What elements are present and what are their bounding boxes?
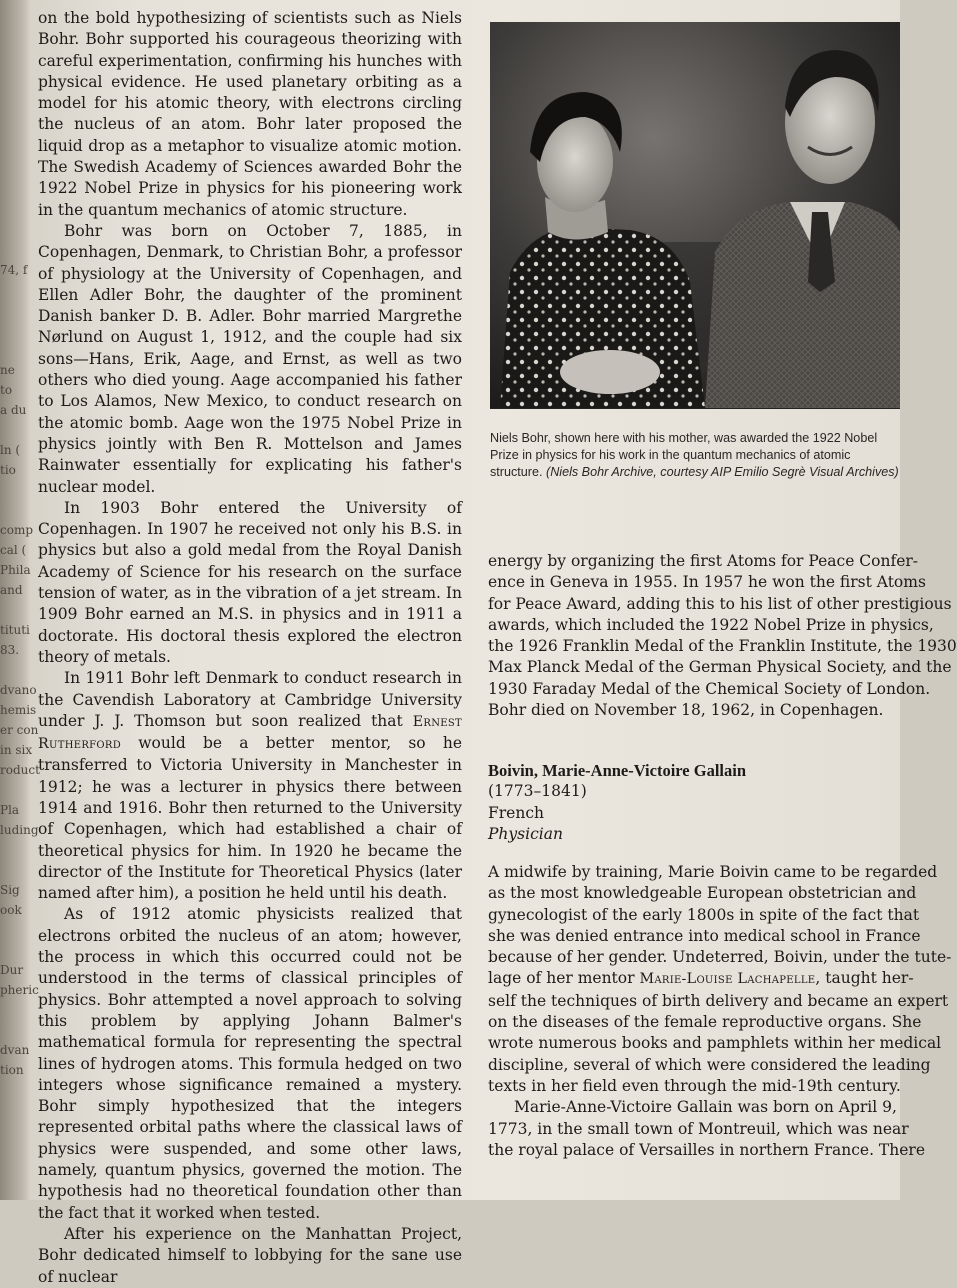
- entry-body-text: [488, 862, 952, 1161]
- text-line: on the diseases of the female reproductive organs. She: [488, 1013, 922, 1032]
- text-line: self the techniques of birth delivery and became an expert: [488, 991, 949, 1010]
- entry-role: Physician: [488, 824, 563, 843]
- bohr-photograph: [490, 22, 900, 409]
- text-line: Marie-Anne-Victoire Gallain was born on April 9,: [514, 1098, 897, 1117]
- photo-illustration: [490, 22, 900, 408]
- caption-credit: (Niels Bohr Archive, courtesy AIP Emilio Segrè Visual Archives): [546, 465, 899, 479]
- gutter-fragment: [0, 940, 30, 960]
- text-line: wrote numerous books and pamphlets within her medical: [488, 1034, 942, 1053]
- career-text-before: In 1911 Bohr left Denmark to conduct research in the Cavendish Laboratory at Cambridge University under J. J. Thomson but soon realized that: [38, 669, 462, 730]
- gutter-fragment: luding: [0, 823, 39, 837]
- gutter-fragment: [0, 420, 30, 440]
- gutter-fragment: a du: [0, 403, 27, 417]
- gutter-fragment: ook: [0, 903, 22, 917]
- paragraph-education: In 1903 Bohr entered the University of Copenhagen. In 1907 he received not only his B.S. in physics but also a gold medal from the Royal Danish Academy of Science for his research on the surface tension of water, as in the vibration of a jet stream. In 1909 Bohr earned an M.S. in physics and in 1911 a doctorate. His doctoral thesis explored the electron theory of metals.: [38, 498, 462, 666]
- gutter-fragment: Phila: [0, 563, 31, 577]
- cross-reference-rutherford: Ernest Rutherford: [38, 713, 462, 753]
- paragraph-theory: As of 1912 atomic physicists realized that electrons orbited the nucleus of an atom; however, the process in which this occurred could not be understood in the terms of classical principles of physics. Bohr attempted a novel approach to solving this problem by applying Johann Balmer's mathematical formula for representing the spectral lines of hydrogen atoms. This formula hedged on two integers whose significance remained a mystery. Bohr simply hypothesized that the integers represented orbital paths where the classical laws of physics were suspended, and some other laws, namely, quantum physics, governed the motion. The hypothesis had no theoretical foundation other than the fact that it worked when tested.: [38, 905, 462, 1222]
- gutter-text-fragments: [0, 260, 40, 1080]
- text-line: energy by organizing the first Atoms for Peace Confer-: [488, 552, 919, 570]
- gutter-fragment: tituti: [0, 623, 30, 637]
- entry-name: Boivin, Marie-Anne-Victoire Gallain: [488, 761, 747, 780]
- entry-dates: (1773–1841): [488, 782, 587, 801]
- gutter-fragment: [0, 340, 30, 360]
- gutter-fragment: [0, 1000, 30, 1020]
- text-line: she was denied entrance into medical school in France: [488, 926, 921, 945]
- gutter-fragment: and: [0, 583, 23, 597]
- text-line: 1773, in the small town of Montreuil, which was near: [488, 1119, 909, 1138]
- gutter-fragment: [0, 500, 30, 520]
- gutter-fragment: dvano: [0, 683, 37, 697]
- caption-text: Niels Bohr, shown here with his mother, was awarded the 1922 Nobel Prize in physics for his work in the quantum mechanics of atomic structure.: [490, 431, 878, 479]
- left-column-text: [38, 8, 462, 1288]
- paragraph-manhattan: After his experience on the Manhattan Project, Bohr dedicated himself to lobbying for the sane use of nuclear: [38, 1224, 462, 1286]
- gutter-fragment: 83.: [0, 643, 20, 657]
- lage-text: lage of her mentor: [488, 969, 635, 988]
- text-line: the royal palace of Versailles in northern France. There: [488, 1140, 926, 1159]
- text-line: discipline, several of which were considered the leading: [488, 1055, 931, 1074]
- gutter-fragment: [0, 860, 30, 880]
- text-line: gynecologist of the early 1800s in spite of the fact that: [488, 905, 920, 924]
- entry-heading: [488, 760, 908, 845]
- gutter-fragment: pheric: [0, 983, 39, 997]
- gutter-fragment: [0, 600, 30, 620]
- gutter-fragment: tion: [0, 1063, 24, 1077]
- text-line: A midwife by training, Marie Boivin came to be regarded: [488, 863, 938, 881]
- paragraph-career: [38, 668, 462, 904]
- text-line: for Peace Award, adding this to his list of other prestigious: [488, 594, 952, 613]
- gutter-fragment: to: [0, 383, 13, 397]
- gutter-fragment: [0, 480, 30, 500]
- page-gutter: [0, 0, 40, 1200]
- text-line: texts in her field even through the mid-19th century.: [488, 1076, 901, 1095]
- right-column-text: [488, 551, 957, 721]
- paragraph-intro: on the bold hypothesizing of scientists such as Niels Bohr. Bohr supported his courageous theorizing with careful experimentation, confirming his hunches with physical evidence. He used planetary orbiting as a model for his atomic theory, with electrons circling the nucleus of an atom. Bohr later proposed the liquid drop as a metaphor to visualize atomic motion. The Swedish Academy of Sciences awarded Bohr the 1922 Nobel Prize in physics for his pioneering work in the quantum mechanics of atomic structure.: [38, 9, 462, 219]
- gutter-fragment: comp: [0, 523, 34, 537]
- gutter-fragment: cal (: [0, 543, 27, 557]
- text-line: awards, which included the 1922 Nobel Prize in physics,: [488, 615, 934, 634]
- paragraph-birth: Bohr was born on October 7, 1885, in Copenhagen, Denmark, to Christian Bohr, a professor of physiology at the University of Copenhagen, and Ellen Adler Bohr, the daughter of the prominent Danish banker D. B. Adler. Bohr married Margrethe Nørlund on August 1, 1912, and the couple had six sons—Hans, Erik, Aage, and Ernst, as well as two others who died young. Aage accompanied his father to Los Alamos, New Mexico, to conduct research on the atomic bomb. Aage won the 1975 Nobel Prize in physics jointly with Ben R. Mottelson and James Rainwater essentially for explicating his father's nuclear model.: [38, 221, 462, 496]
- text-line: the 1926 Franklin Medal of the Franklin Institute, the 1930: [488, 637, 957, 656]
- text-line: as the most knowledgeable European obstetrician and: [488, 884, 917, 903]
- gutter-fragment: ne: [0, 363, 15, 377]
- text-line: ence in Geneva in 1955. In 1957 he won the first Atoms: [488, 573, 926, 592]
- entry-nationality: French: [488, 803, 544, 822]
- gutter-fragment: tio: [0, 463, 16, 477]
- photo-caption: [490, 430, 900, 481]
- gutter-fragment: [0, 840, 30, 860]
- text-line: [488, 968, 914, 990]
- career-text-after: would be a better mentor, so he transferred to Victoria University in Manchester in 1912; he was a lecturer in physics there between 1914 and 1916. Bohr then returned to the University of Copenhagen, which had established a chair of theoretical physics for him. In 1920 he became the director of the Institute for Theoretical Physics (later named after him), a position he held until his death.: [38, 734, 462, 903]
- gutter-fragment: 74, f: [0, 263, 28, 277]
- gutter-fragment: ln (: [0, 443, 21, 457]
- text-line: Bohr died on November 18, 1962, in Copenhagen.: [488, 701, 884, 720]
- gutter-fragment: [0, 280, 30, 300]
- gutter-fragment: Dur: [0, 963, 24, 977]
- cross-reference-lachapelle: Marie-Louise Lachapelle: [639, 971, 816, 988]
- gutter-fragment: Sig: [0, 883, 20, 897]
- gutter-fragment: Pla: [0, 803, 20, 817]
- mother-hands: [560, 350, 660, 394]
- gutter-fragment: er con: [0, 723, 39, 737]
- lage-after-text: , taught her-: [815, 969, 914, 988]
- gutter-fragment: [0, 300, 30, 320]
- gutter-fragment: [0, 1020, 30, 1040]
- gutter-fragment: [0, 660, 30, 680]
- text-line: 1930 Faraday Medal of the Chemical Society of London.: [488, 679, 931, 698]
- gutter-fragment: [0, 920, 30, 940]
- text-line: because of her gender. Undeterred, Boivin, under the tute-: [488, 948, 952, 967]
- gutter-fragment: dvan: [0, 1043, 30, 1057]
- text-line: Max Planck Medal of the German Physical Society, and the: [488, 658, 952, 677]
- gutter-fragment: in six: [0, 743, 33, 757]
- gutter-fragment: roduct: [0, 763, 40, 777]
- bohr-jacket: [705, 202, 900, 408]
- gutter-fragment: [0, 320, 30, 340]
- gutter-fragment: hemis: [0, 703, 37, 717]
- gutter-fragment: [0, 780, 30, 800]
